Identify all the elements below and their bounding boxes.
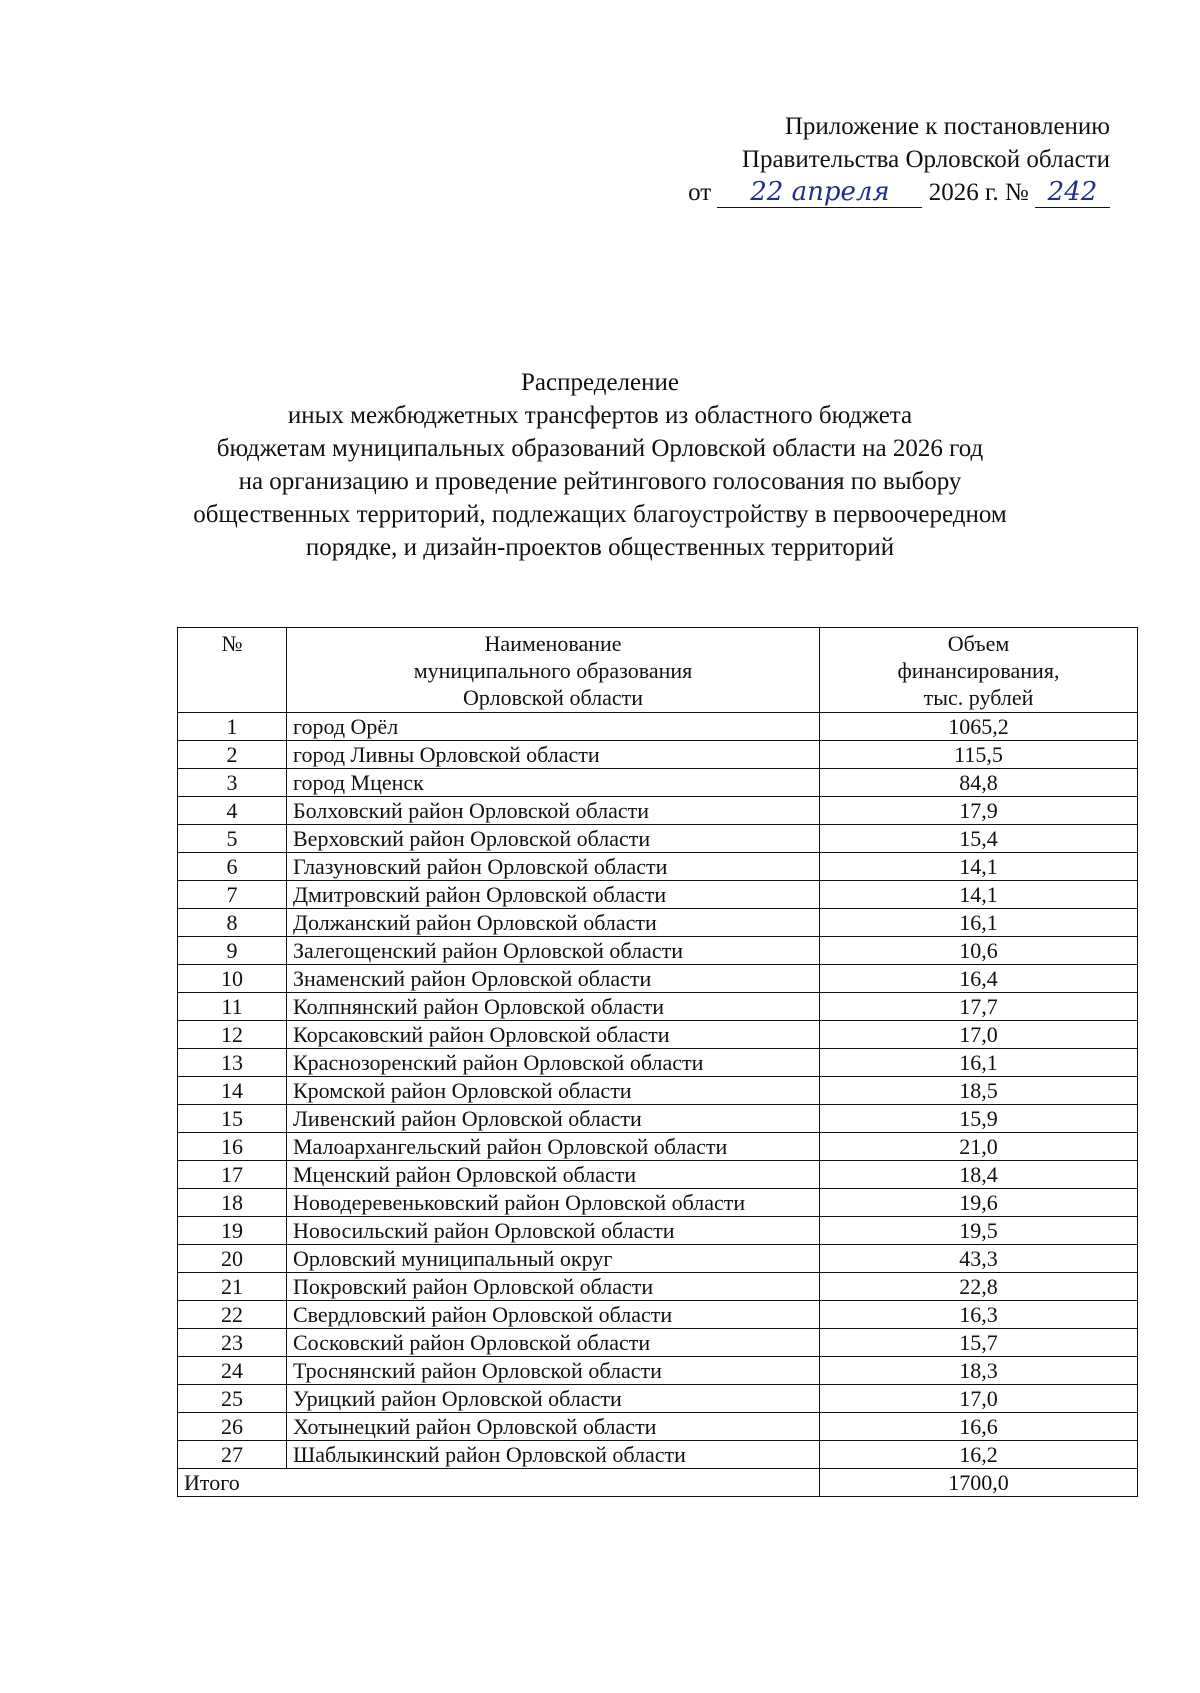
- row-number: 25: [178, 1385, 287, 1413]
- row-number: 13: [178, 1049, 287, 1077]
- table-row: [178, 1413, 1138, 1441]
- row-value: 1065,2: [820, 713, 1138, 741]
- row-name: Кромской район Орловской области: [287, 1077, 820, 1105]
- row-name: город Мценск: [287, 769, 820, 797]
- row-number: 5: [178, 825, 287, 853]
- row-number: 4: [178, 797, 287, 825]
- row-number: 24: [178, 1357, 287, 1385]
- table-row: [178, 1273, 1138, 1301]
- row-number: 19: [178, 1217, 287, 1245]
- row-name: Урицкий район Орловской области: [287, 1385, 820, 1413]
- row-name: Свердловский район Орловской области: [287, 1301, 820, 1329]
- row-name: Болховский район Орловской области: [287, 797, 820, 825]
- row-value: 16,6: [820, 1413, 1138, 1441]
- title-line-3: бюджетам муниципальных образований Орловской области на 2026 год: [216, 435, 984, 462]
- row-name: Верховский район Орловской области: [287, 825, 820, 853]
- row-number: 14: [178, 1077, 287, 1105]
- row-name: город Ливны Орловской области: [287, 741, 820, 769]
- row-number: 7: [178, 881, 287, 909]
- row-name: Залегощенский район Орловской области: [287, 937, 820, 965]
- table-header-row: [178, 628, 1138, 713]
- title-line-6: порядке, и дизайн-проектов общественных территорий: [305, 534, 895, 561]
- row-number: 21: [178, 1273, 287, 1301]
- row-value: 16,1: [820, 909, 1138, 937]
- document-title: [100, 366, 1100, 564]
- row-number: 6: [178, 853, 287, 881]
- row-number: 3: [178, 769, 287, 797]
- row-number: 1: [178, 713, 287, 741]
- row-value: 18,5: [820, 1077, 1138, 1105]
- row-value: 16,3: [820, 1301, 1138, 1329]
- table-row: [178, 993, 1138, 1021]
- row-name: Новодеревеньковский район Орловской области: [287, 1189, 820, 1217]
- table-row: [178, 1105, 1138, 1133]
- row-value: 22,8: [820, 1273, 1138, 1301]
- row-value: 21,0: [820, 1133, 1138, 1161]
- row-name: Орловский муниципальный округ: [287, 1245, 820, 1273]
- row-number: 18: [178, 1189, 287, 1217]
- distribution-table: [177, 627, 1138, 1497]
- annex-line-1: Приложение к постановлению: [784, 113, 1110, 140]
- row-number: 17: [178, 1161, 287, 1189]
- row-value: 15,9: [820, 1105, 1138, 1133]
- title-line-5: общественных территорий, подлежащих благоустройству в первоочередном: [193, 501, 1007, 528]
- row-name: Колпнянский район Орловской области: [287, 993, 820, 1021]
- table-row: [178, 1161, 1138, 1189]
- table-row: [178, 1245, 1138, 1273]
- row-name: Малоархангельский район Орловской области: [287, 1133, 820, 1161]
- row-number: 8: [178, 909, 287, 937]
- row-name: Троснянский район Орловской области: [287, 1357, 820, 1385]
- total-row: [178, 1469, 1138, 1497]
- row-value: 43,3: [820, 1245, 1138, 1273]
- header-value: Объем финансирования, тыс. рублей: [820, 628, 1138, 713]
- row-value: 14,1: [820, 853, 1138, 881]
- row-name: Дмитровский район Орловской области: [287, 881, 820, 909]
- row-name: Новосильский район Орловской области: [287, 1217, 820, 1245]
- table-row: [178, 1217, 1138, 1245]
- table-row: [178, 1441, 1138, 1469]
- header-number: №: [178, 628, 287, 713]
- row-number: 22: [178, 1301, 287, 1329]
- row-name: Глазуновский район Орловской области: [287, 853, 820, 881]
- row-value: 15,7: [820, 1329, 1138, 1357]
- row-value: 19,6: [820, 1189, 1138, 1217]
- table-row: [178, 1357, 1138, 1385]
- table-row: [178, 937, 1138, 965]
- table-row: [178, 1049, 1138, 1077]
- row-name: Шаблыкинский район Орловской области: [287, 1441, 820, 1469]
- row-value: 18,3: [820, 1357, 1138, 1385]
- row-number: 2: [178, 741, 287, 769]
- table-row: [178, 1301, 1138, 1329]
- row-value: 16,2: [820, 1441, 1138, 1469]
- row-number: 15: [178, 1105, 287, 1133]
- table-row: [178, 1021, 1138, 1049]
- table-row: [178, 1077, 1138, 1105]
- row-name: Мценский район Орловской области: [287, 1161, 820, 1189]
- annex-from-label: от: [688, 179, 712, 206]
- table-row: [178, 881, 1138, 909]
- title-line-1: Распределение: [521, 369, 679, 396]
- table-row: [178, 853, 1138, 881]
- table-row: [178, 1133, 1138, 1161]
- row-name: Сосковский район Орловской области: [287, 1329, 820, 1357]
- row-number: 16: [178, 1133, 287, 1161]
- annex-header: [640, 110, 1110, 209]
- title-line-2: иных межбюджетных трансфертов из областного бюджета: [287, 402, 913, 429]
- row-name: Должанский район Орловской области: [287, 909, 820, 937]
- annex-number-handwritten: 242: [1035, 177, 1110, 208]
- row-value: 16,1: [820, 1049, 1138, 1077]
- row-number: 10: [178, 965, 287, 993]
- annex-date-handwritten: 22 апреля: [717, 177, 922, 208]
- table-row: [178, 1329, 1138, 1357]
- row-number: 23: [178, 1329, 287, 1357]
- row-number: 26: [178, 1413, 287, 1441]
- row-number: 20: [178, 1245, 287, 1273]
- row-name: Краснозоренский район Орловской области: [287, 1049, 820, 1077]
- title-line-4: на организацию и проведение рейтингового голосования по выбору: [238, 468, 962, 495]
- row-value: 17,9: [820, 797, 1138, 825]
- row-value: 18,4: [820, 1161, 1138, 1189]
- row-value: 16,4: [820, 965, 1138, 993]
- table-row: [178, 965, 1138, 993]
- table-row: [178, 1385, 1138, 1413]
- header-name: Наименование муниципального образования Орловской области: [287, 628, 820, 713]
- annex-line-2: Правительства Орловской области: [741, 146, 1110, 173]
- table-row: [178, 1189, 1138, 1217]
- annex-date-line: [640, 176, 1110, 209]
- row-name: Покровский район Орловской области: [287, 1273, 820, 1301]
- row-value: 17,7: [820, 993, 1138, 1021]
- table-body: [178, 713, 1138, 1469]
- total-label: Итого: [178, 1469, 820, 1497]
- row-value: 17,0: [820, 1385, 1138, 1413]
- row-value: 84,8: [820, 769, 1138, 797]
- row-number: 9: [178, 937, 287, 965]
- table-row: [178, 741, 1138, 769]
- row-value: 17,0: [820, 1021, 1138, 1049]
- row-name: Знаменский район Орловской области: [287, 965, 820, 993]
- row-name: Ливенский район Орловской области: [287, 1105, 820, 1133]
- table-row: [178, 713, 1138, 741]
- row-value: 15,4: [820, 825, 1138, 853]
- row-value: 115,5: [820, 741, 1138, 769]
- row-value: 10,6: [820, 937, 1138, 965]
- row-number: 11: [178, 993, 287, 1021]
- table-row: [178, 769, 1138, 797]
- annex-year-label: 2026 г. №: [928, 179, 1029, 206]
- table-row: [178, 909, 1138, 937]
- table-row: [178, 825, 1138, 853]
- row-value: 19,5: [820, 1217, 1138, 1245]
- row-number: 12: [178, 1021, 287, 1049]
- row-name: Корсаковский район Орловской области: [287, 1021, 820, 1049]
- row-name: Хотынецкий район Орловской области: [287, 1413, 820, 1441]
- row-name: город Орёл: [287, 713, 820, 741]
- table-row: [178, 797, 1138, 825]
- total-value: 1700,0: [820, 1469, 1138, 1497]
- row-number: 27: [178, 1441, 287, 1469]
- row-value: 14,1: [820, 881, 1138, 909]
